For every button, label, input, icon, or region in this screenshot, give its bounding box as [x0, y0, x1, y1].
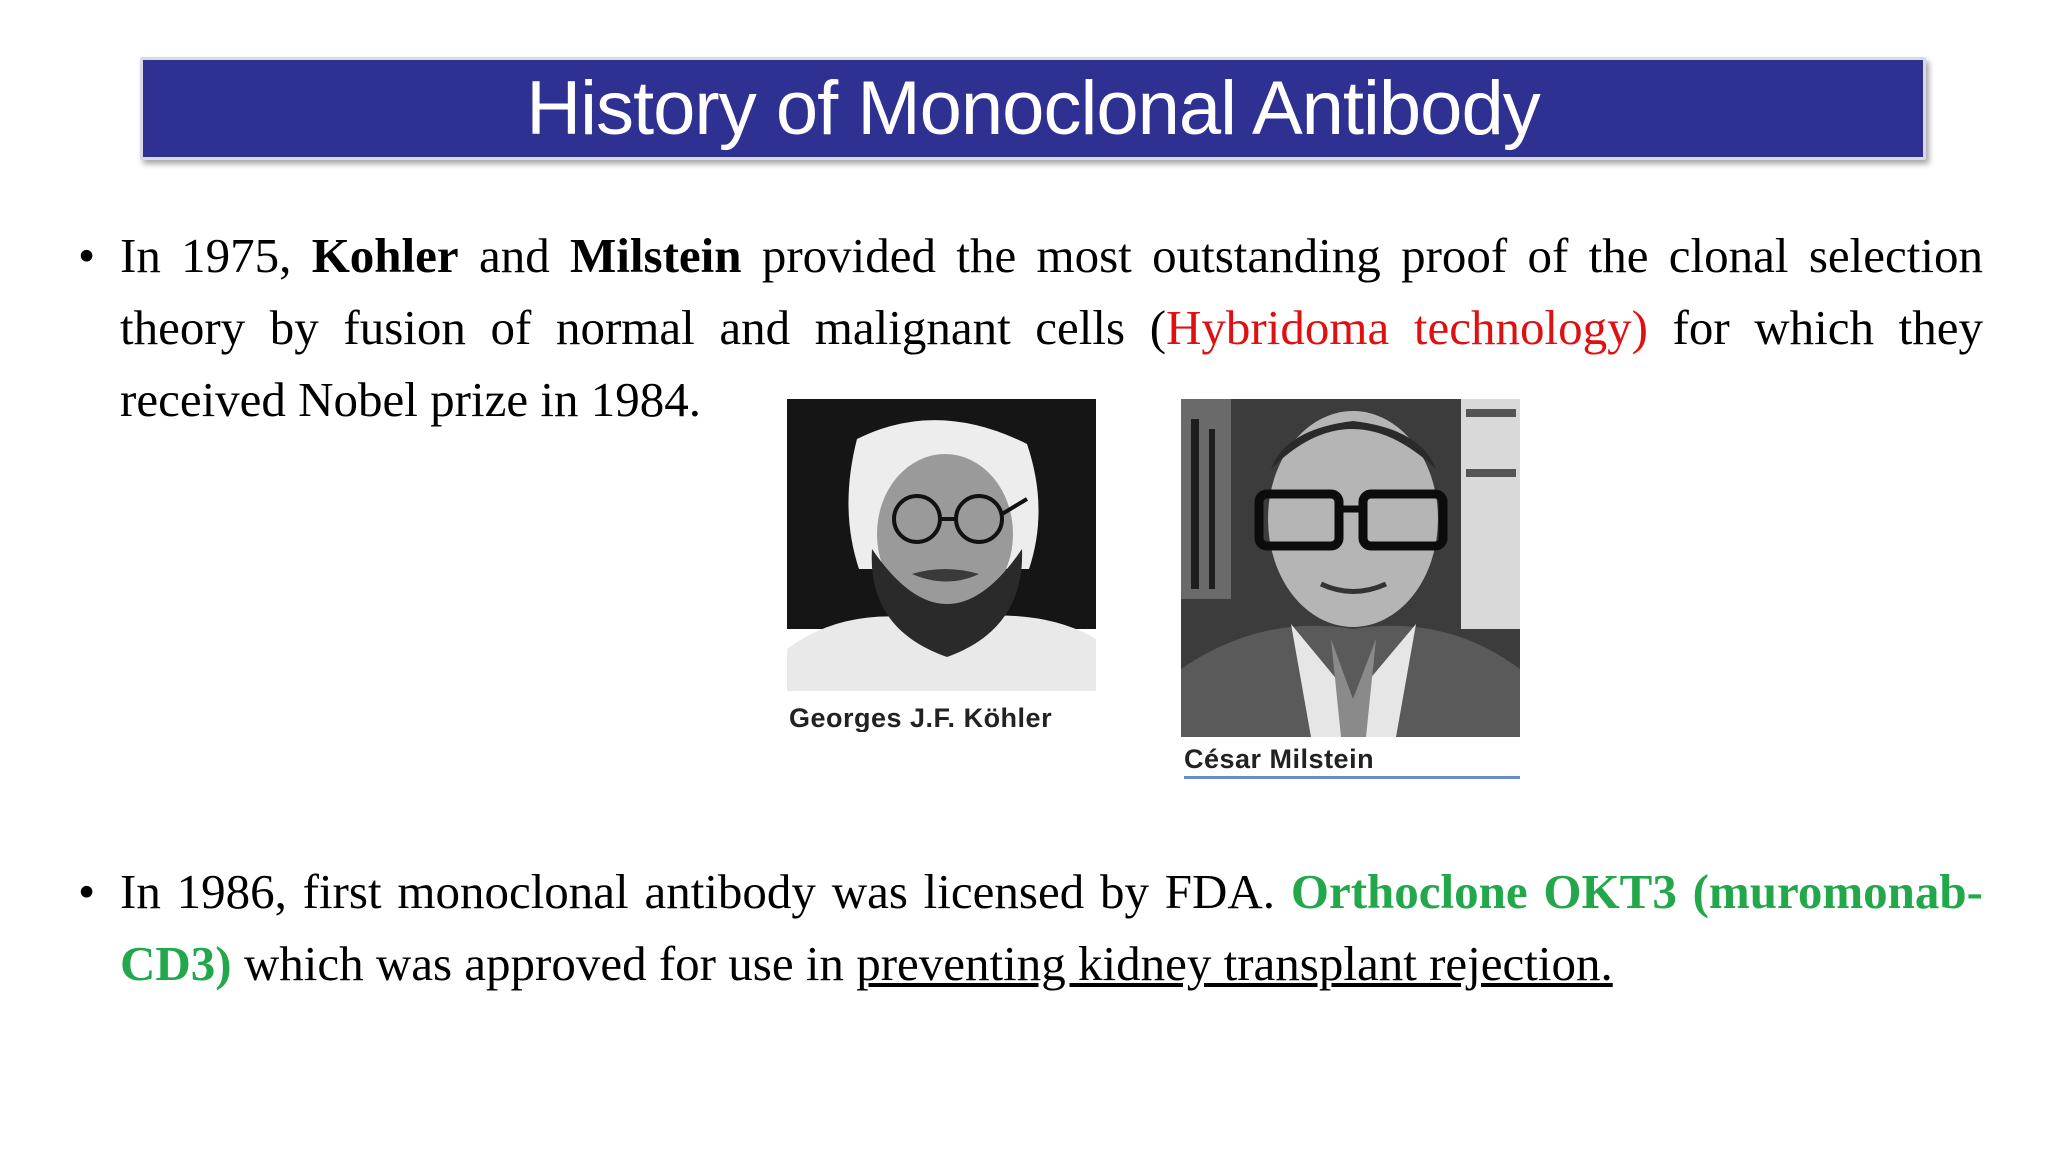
- text-segment: for which they received Nobel prize in 1984.: [120, 300, 1983, 427]
- name-kohler: Kohler: [311, 228, 459, 283]
- text-segment: and: [458, 228, 571, 283]
- photo-kohler: [787, 399, 1096, 732]
- bullet-1986: [78, 856, 1983, 1000]
- text-segment: In 1975,: [120, 228, 312, 283]
- name-milstein: Milstein: [570, 228, 742, 283]
- slide-title-bar: [140, 57, 1926, 160]
- caption-kohler: Georges J.F. Köhler: [789, 703, 1053, 732]
- slide-title: History of Monoclonal Antibody: [526, 65, 1540, 151]
- milstein-portrait-image: [1181, 399, 1520, 737]
- hybridoma-highlight: Hybridoma technology): [1166, 300, 1648, 355]
- kidney-transplant-underlined: preventing kidney transplant rejection.: [856, 936, 1613, 991]
- text-segment: provided the most outstanding proof of the clonal selection theory by fusion of normal and malignant cells (: [120, 228, 1983, 355]
- bullet-marker: •: [78, 228, 96, 283]
- photo-milstein: [1181, 399, 1520, 779]
- text-segment: which was approved for use in: [231, 936, 857, 991]
- kohler-portrait-image: [787, 399, 1096, 691]
- okt3-highlight: Orthoclone OKT3 (muromonab-CD3): [120, 864, 1983, 991]
- caption-milstein: César Milstein: [1184, 744, 1520, 779]
- text-segment: In 1986, first monoclonal antibody was licensed by FDA.: [120, 864, 1291, 919]
- bullet-1986-text: [120, 856, 1983, 1000]
- bullet-marker: •: [78, 864, 96, 919]
